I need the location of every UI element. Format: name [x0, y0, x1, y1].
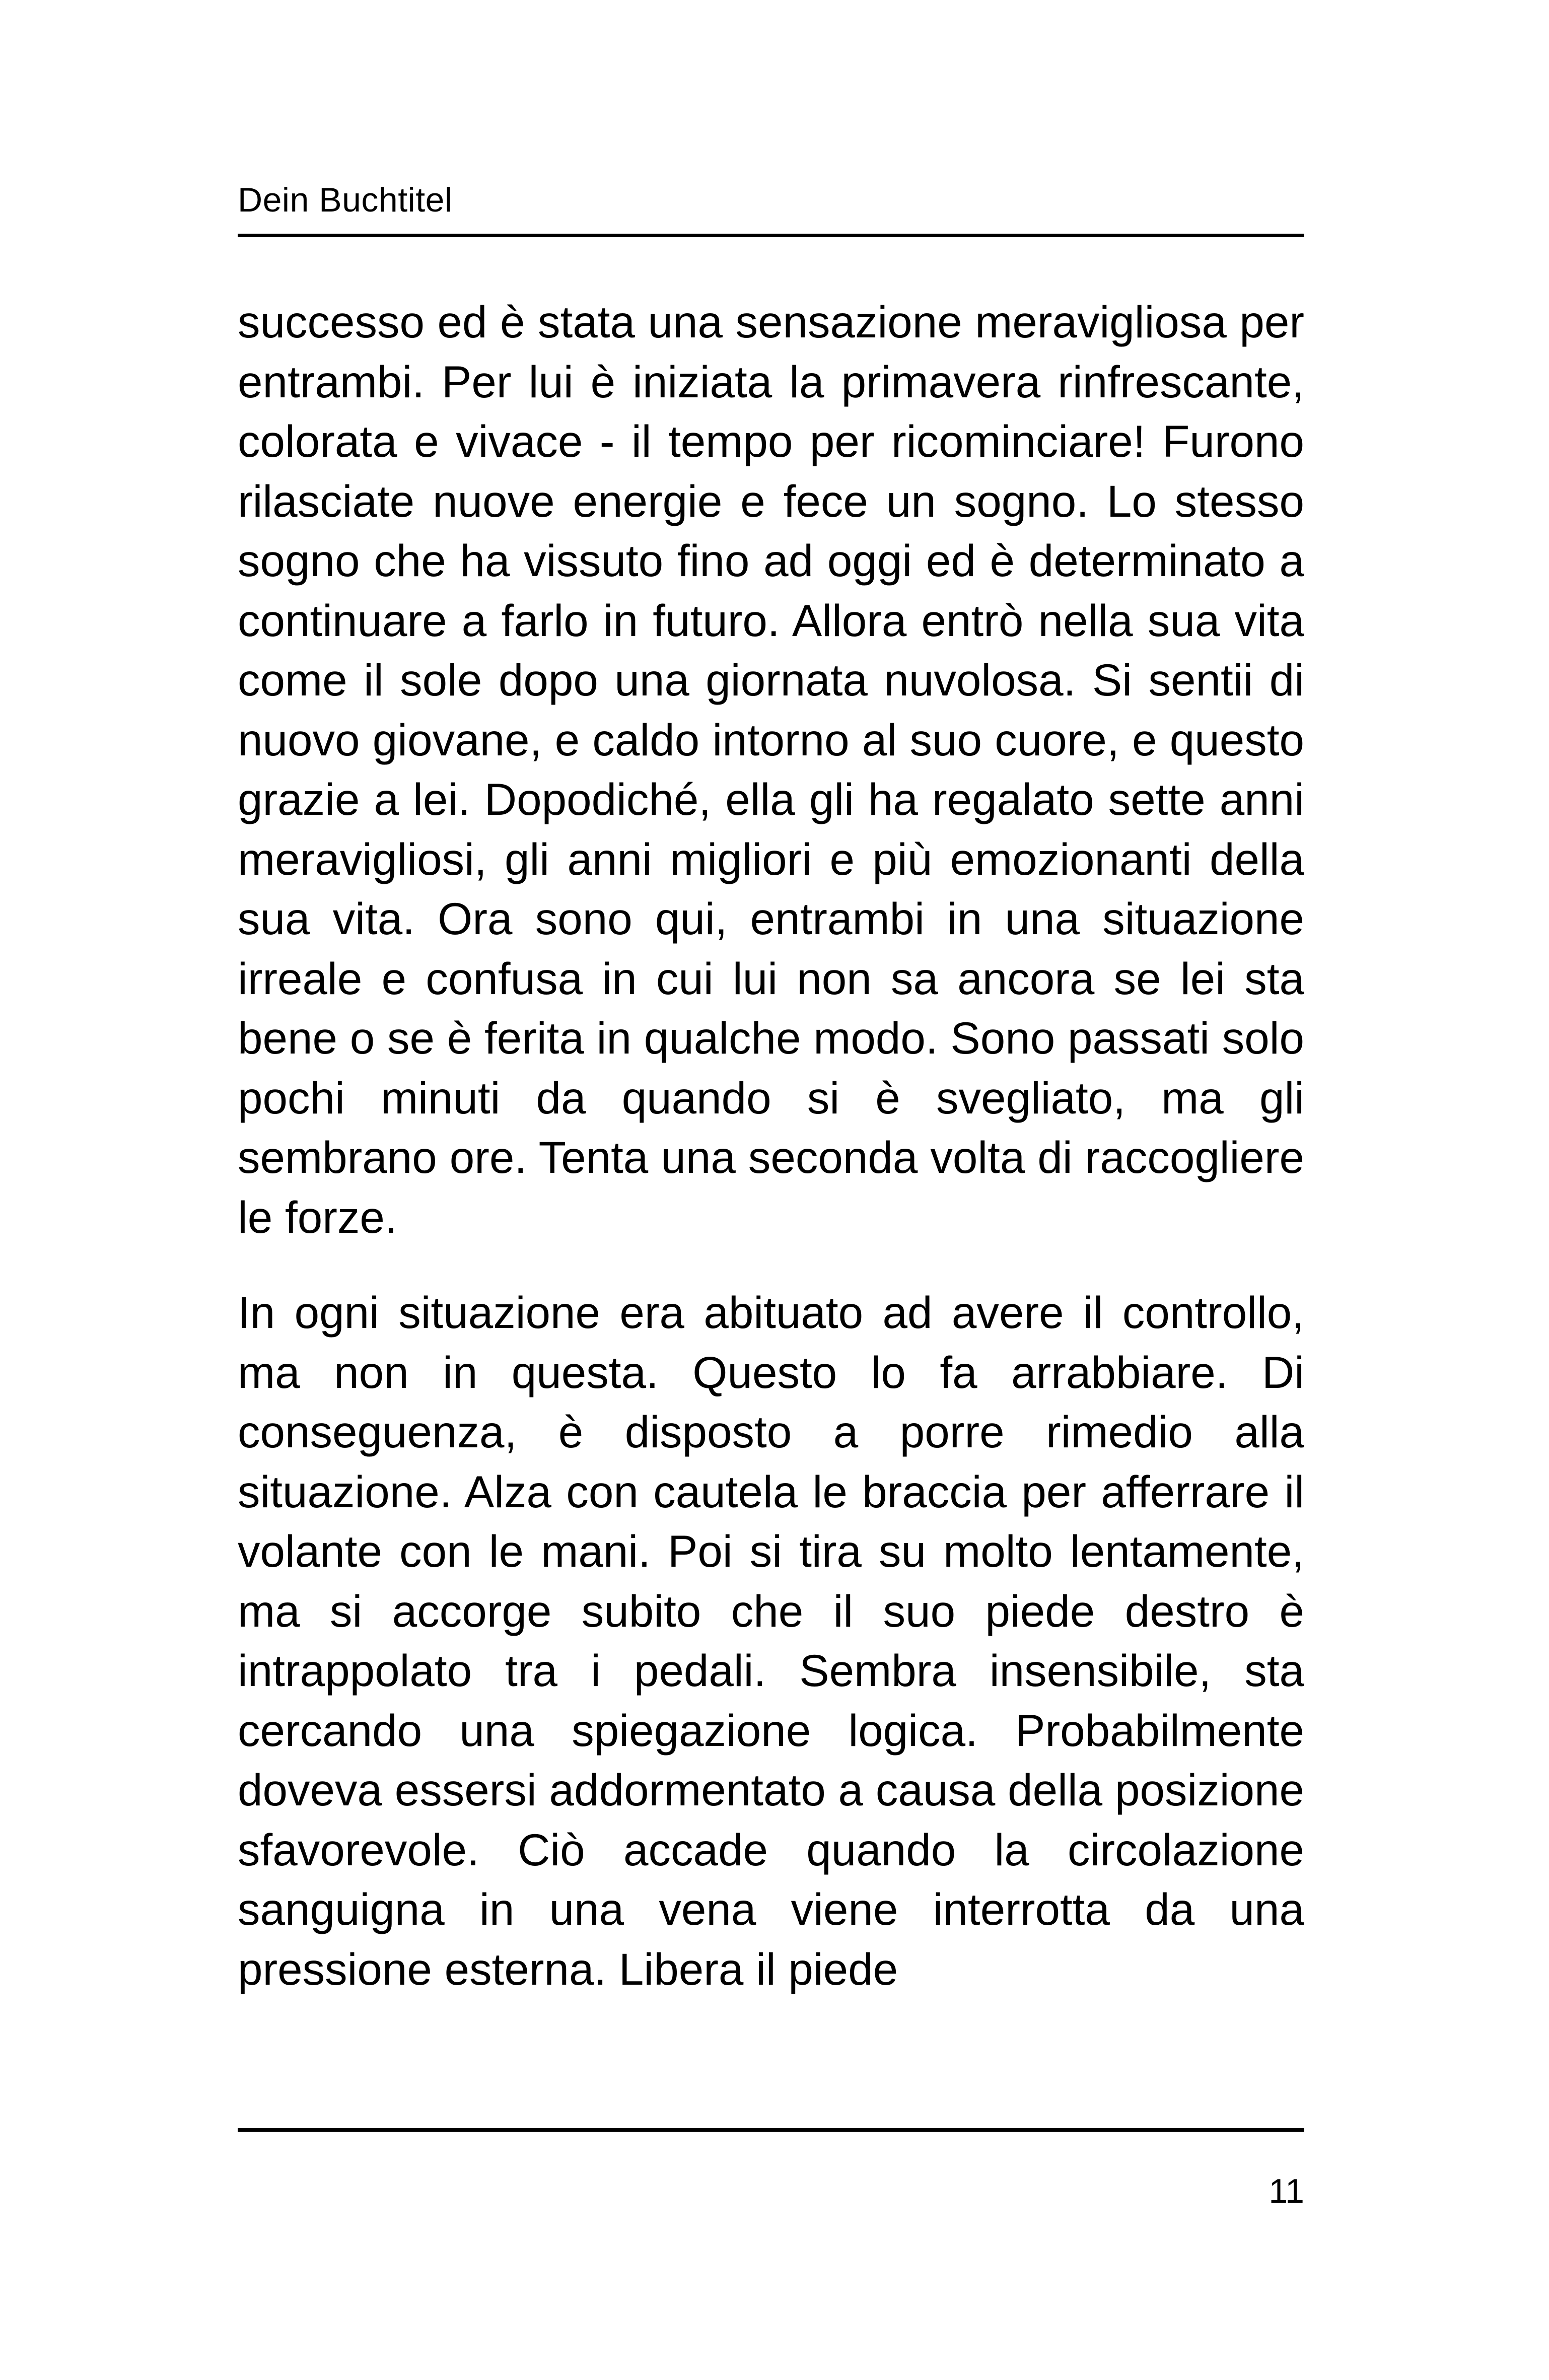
- body-text: [238, 292, 1304, 2035]
- running-header-title: Dein Buchtitel: [238, 181, 453, 219]
- paragraph: In ogni situazione era abituato ad avere il controllo, ma non in questa. Questo lo fa arrabbiare. Di conseguenza, è disposto a porre rimedio alla situazione. Alza con cautela le braccia per afferrare il volante con le mani. Poi si tira su molto lentamente, ma si accorge subito che il suo piede destro è intrappolato tra i pedali. Sembra insensibile, sta cercando una spiegazione logica. Probabilmente doveva essersi addormentato a causa della posizione sfavorevole. Ciò accade quando la circolazione sanguigna in una vena viene interrotta da una pressione esterna. Libera il piede: [238, 1287, 1304, 1994]
- paragraph: successo ed è stata una sensazione meravigliosa per entrambi. Per lui è iniziata la primavera rinfrescante, colorata e vivace - il tempo per ricominciare! Furono rilasciate nuove energie e fece un sogno. Lo stesso sogno che ha vissuto fino ad oggi ed è determinato a continuare a farlo in futuro. Allora entrò nella sua vita come il sole dopo una giornata nuvolosa. Si sentii di nuovo giovane, e caldo intorno al suo cuore, e questo grazie a lei. Dopodiché, ella gli ha regalato sette anni meravigliosi, gli anni migliori e più emozionanti della sua vita. Ora sono qui, entrambi in una situazione irreale e confusa in cui lui non sa ancora se lei sta bene o se è ferita in qualche modo. Sono passati solo pochi minuti da quando si è svegliato, ma gli sembrano ore. Tenta una seconda volta di raccogliere le forze.: [238, 297, 1304, 1242]
- footer-divider: [238, 2128, 1304, 2132]
- page-number: 11: [1269, 2172, 1304, 2210]
- header-divider: [238, 234, 1304, 237]
